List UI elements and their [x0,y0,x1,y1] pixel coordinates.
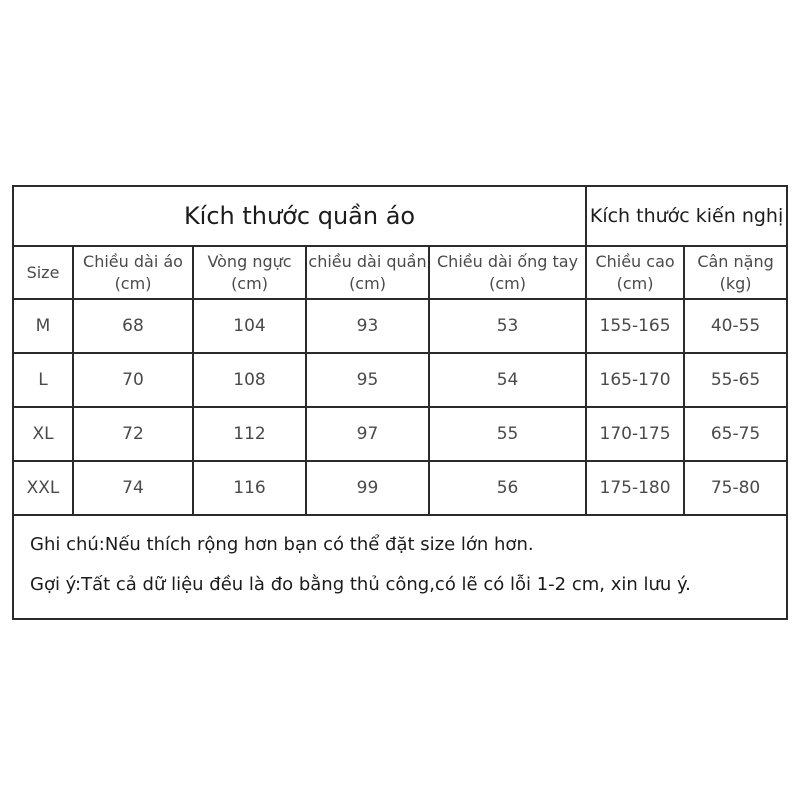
col-header-chest-label: Vòng ngực [207,251,292,271]
cell-l-height: 165-170 [586,353,684,407]
col-header-shirt-length-label: Chiều dài áo [83,251,183,271]
cell-xxl-sleeve-length: 56 [429,461,586,515]
cell-l-weight: 55-65 [684,353,787,407]
cell-xl-pants-length: 97 [306,407,429,461]
clothing-size-title: Kích thước quần áo [13,186,586,246]
col-header-shirt-length-unit: (cm) [114,273,152,293]
recommended-size-title: Kích thước kiến nghị [586,186,787,246]
table-notes-row [13,515,787,619]
cell-m-sleeve-length: 53 [429,299,586,353]
table-row-m [13,299,787,353]
cell-xl-weight: 65-75 [684,407,787,461]
cell-m-shirt-length: 68 [73,299,193,353]
note-line-1: Ghi chú:Nếu thích rộng hơn bạn có thể đặt size lớn hơn. [30,534,534,555]
col-header-pants-length-unit: (cm) [349,273,386,293]
cell-xxl-shirt-length: 74 [73,461,193,515]
table-title-row [13,186,787,246]
cell-size-l: L [13,353,73,407]
cell-l-chest: 108 [193,353,306,407]
col-header-weight [684,246,787,299]
note-line-2: Gợi ý:Tất cả dữ liệu đều là đo bằng thủ công,có lẽ có lỗi 1-2 cm, xin lưu ý. [30,574,691,595]
cell-xxl-weight: 75-80 [684,461,787,515]
col-header-size [13,246,73,299]
table-row-l [13,353,787,407]
cell-m-pants-length: 93 [306,299,429,353]
col-header-chest-unit: (cm) [231,273,268,293]
cell-xl-sleeve-length: 55 [429,407,586,461]
col-header-size-label: Size [26,262,60,282]
col-header-weight-label: Cân nặng [697,251,774,271]
cell-xxl-chest: 116 [193,461,306,515]
size-chart-table [12,185,788,620]
table-header-row [13,246,787,299]
cell-size-xxl: XXL [13,461,73,515]
cell-m-weight: 40-55 [684,299,787,353]
cell-xl-height: 170-175 [586,407,684,461]
cell-m-chest: 104 [193,299,306,353]
cell-xxl-pants-length: 99 [306,461,429,515]
col-header-weight-unit: (kg) [719,273,752,293]
col-header-pants-length-label: chiều dài quần [308,251,427,271]
col-header-chest [193,246,306,299]
col-header-sleeve-length-label: Chiều dài ống tay [437,251,579,271]
cell-size-m: M [13,299,73,353]
col-header-shirt-length [73,246,193,299]
cell-m-height: 155-165 [586,299,684,353]
cell-size-xl: XL [13,407,73,461]
cell-xl-shirt-length: 72 [73,407,193,461]
cell-l-shirt-length: 70 [73,353,193,407]
col-header-height [586,246,684,299]
col-header-sleeve-length [429,246,586,299]
col-header-sleeve-length-unit: (cm) [489,273,526,293]
notes-cell [13,515,787,619]
col-header-height-unit: (cm) [616,273,654,293]
cell-l-pants-length: 95 [306,353,429,407]
cell-l-sleeve-length: 54 [429,353,586,407]
table-row-xl [13,407,787,461]
col-header-pants-length [306,246,429,299]
cell-xl-chest: 112 [193,407,306,461]
col-header-height-label: Chiều cao [595,251,675,271]
table-row-xxl [13,461,787,515]
cell-xxl-height: 175-180 [586,461,684,515]
